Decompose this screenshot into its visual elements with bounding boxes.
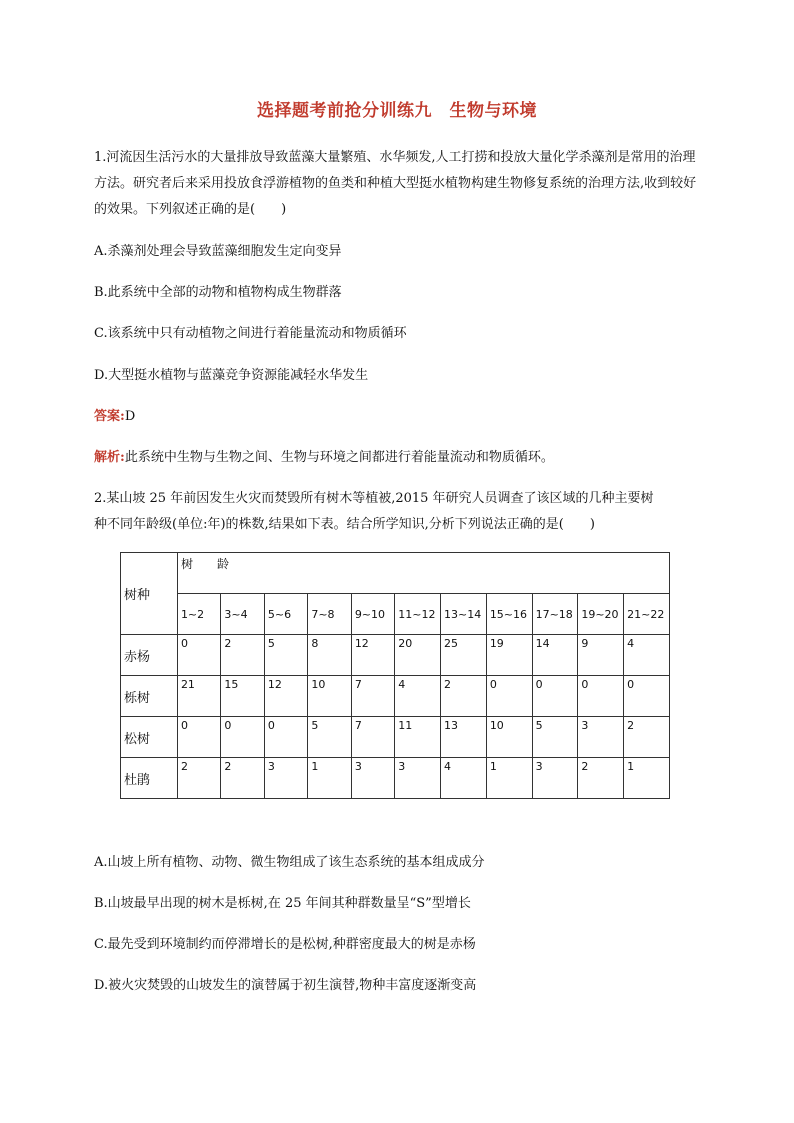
table-cell: 2 <box>578 758 624 799</box>
q2-option-d: D.被火灾焚毁的山坡发生的演替属于初生演替,物种丰富度逐渐变高 <box>94 978 477 993</box>
table-cell: 2 <box>177 758 220 799</box>
table-cell: 0 <box>177 717 220 758</box>
table-cell: 4 <box>624 635 670 676</box>
table-cell: 14 <box>532 635 578 676</box>
table-cell: 1 <box>308 758 351 799</box>
table-cell: 2 <box>441 676 487 717</box>
table-cell: 20 <box>395 635 441 676</box>
table-cell: 11 <box>395 717 441 758</box>
q2-option-b: B.山坡最早出现的树木是栎树,在 25 年间其种群数量呈“S”型增长 <box>94 896 471 911</box>
table-cell: 4 <box>395 676 441 717</box>
age-class: 15~16 <box>486 594 532 635</box>
tree-age-table <box>120 552 670 799</box>
question-2-stem-line-2: 种不同年龄级(单位:年)的株数,结果如下表。结合所学知识,分析下列说法正确的是( ) <box>94 517 595 532</box>
q2-option-a: A.山坡上所有植物、动物、微生物组成了该生态系统的基本组成成分 <box>94 855 485 870</box>
q1-answer <box>94 405 135 424</box>
species-name: 栎树 <box>121 676 178 717</box>
age-header: 树 龄 <box>177 553 669 594</box>
table-cell: 12 <box>264 676 307 717</box>
q1-option-c: C.该系统中只有动植物之间进行着能量流动和物质循环 <box>94 326 407 341</box>
table-cell: 1 <box>486 758 532 799</box>
q1-option-b: B.此系统中全部的动物和植物构成生物群落 <box>94 285 342 300</box>
table-cell: 2 <box>624 717 670 758</box>
table-cell: 0 <box>578 676 624 717</box>
analysis-text: 此系统中生物与生物之间、生物与环境之间都进行着能量流动和物质循环。 <box>124 450 554 465</box>
table-row <box>121 717 670 758</box>
q1-option-a: A.杀藻剂处理会导致蓝藻细胞发生定向变异 <box>94 244 342 259</box>
question-2-stem-line-1: 2.某山坡 25 年前因发生火灾而焚毁所有树木等植被,2015 年研究人员调查了该区域的几种主要树 <box>94 491 654 506</box>
table-cell: 21 <box>177 676 220 717</box>
table-cell: 4 <box>441 758 487 799</box>
table-cell: 5 <box>532 717 578 758</box>
table-cell: 10 <box>308 676 351 717</box>
table-cell: 0 <box>264 717 307 758</box>
species-header: 树种 <box>121 553 178 635</box>
species-name: 松树 <box>121 717 178 758</box>
table-row <box>121 635 670 676</box>
table-cell: 2 <box>221 758 264 799</box>
question-1-stem: 1.河流因生活污水的大量排放导致蓝藻大量繁殖、水华频发,人工打捞和投放大量化学杀藻剂是常用的治理方法。研究者后来采用投放食浮游植物的鱼类和种植大型挺水植物构建生物修复系统的治理方法,收到较好的效果。下列叙述正确的是( ) <box>94 150 697 217</box>
table-cell: 2 <box>221 635 264 676</box>
table-cell: 25 <box>441 635 487 676</box>
table-cell: 3 <box>532 758 578 799</box>
species-name: 杜鹃 <box>121 758 178 799</box>
table-cell: 3 <box>264 758 307 799</box>
table-cell: 8 <box>308 635 351 676</box>
table-cell: 7 <box>351 676 394 717</box>
species-name: 赤杨 <box>121 635 178 676</box>
table-cell: 7 <box>351 717 394 758</box>
table-cell: 1 <box>624 758 670 799</box>
table-cell: 0 <box>221 717 264 758</box>
table-cell: 5 <box>264 635 307 676</box>
age-class: 17~18 <box>532 594 578 635</box>
table-cell: 9 <box>578 635 624 676</box>
table-row <box>121 758 670 799</box>
table-cell: 0 <box>624 676 670 717</box>
table-cell: 15 <box>221 676 264 717</box>
table-cell: 0 <box>486 676 532 717</box>
table-row <box>121 676 670 717</box>
age-class: 1~2 <box>177 594 220 635</box>
table-cell: 3 <box>351 758 394 799</box>
answer-label: 答案: <box>94 409 125 424</box>
table-cell: 13 <box>441 717 487 758</box>
table-cell: 0 <box>177 635 220 676</box>
table-cell: 0 <box>532 676 578 717</box>
analysis-label: 解析: <box>94 450 125 465</box>
age-class: 7~8 <box>308 594 351 635</box>
table-cell: 5 <box>308 717 351 758</box>
page-title: 选择题考前抢分训练九 生物与环境 <box>257 101 537 121</box>
q1-option-d: D.大型挺水植物与蓝藻竞争资源能减轻水华发生 <box>94 368 369 383</box>
table-cell: 19 <box>486 635 532 676</box>
answer-value: D <box>124 409 136 424</box>
table-cell: 10 <box>486 717 532 758</box>
age-class: 19~20 <box>578 594 624 635</box>
age-class: 9~10 <box>351 594 394 635</box>
table-cell: 12 <box>351 635 394 676</box>
q1-analysis <box>94 446 554 465</box>
table-cell: 3 <box>395 758 441 799</box>
q2-option-c: C.最先受到环境制约而停滞增长的是松树,种群密度最大的树是赤杨 <box>94 937 476 952</box>
age-class: 21~22 <box>624 594 670 635</box>
age-class: 13~14 <box>441 594 487 635</box>
age-class: 11~12 <box>395 594 441 635</box>
table-cell: 3 <box>578 717 624 758</box>
age-class: 5~6 <box>264 594 307 635</box>
age-class: 3~4 <box>221 594 264 635</box>
